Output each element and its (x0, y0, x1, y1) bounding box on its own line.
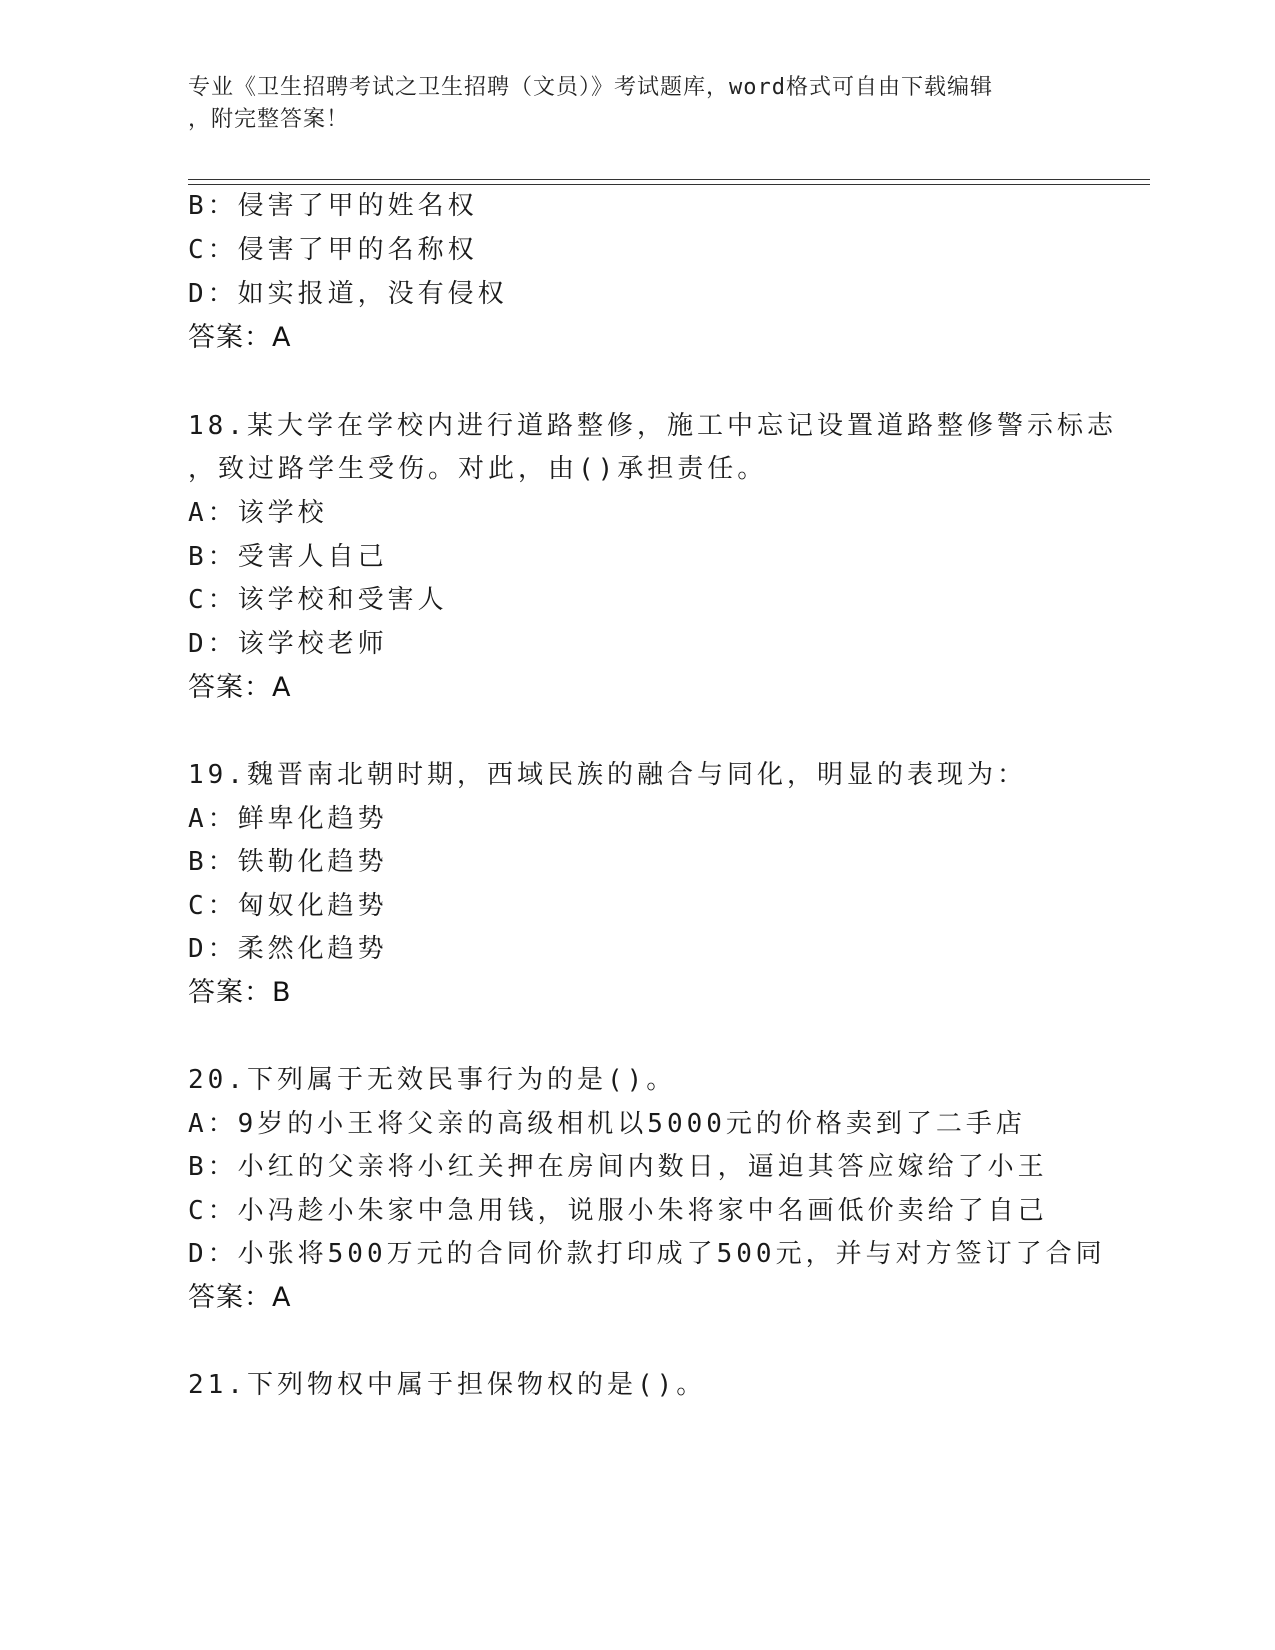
q20-stem-line-1: 20.下列属于无效民事行为的是()。 (188, 1065, 677, 1095)
header-line-1: 专业《卫生招聘考试之卫生招聘（文员）》考试题库，word格式可自由下载编辑 (188, 75, 993, 100)
q19-answer: 答案：B (188, 977, 292, 1008)
q19-option-a: A：鲜卑化趋势 (188, 804, 388, 834)
q18-option-d: D：该学校老师 (188, 629, 388, 659)
prev-option-c: C：侵害了甲的名称权 (188, 235, 478, 265)
q18-option-a: A：该学校 (188, 498, 328, 528)
header-divider-bottom (188, 184, 1150, 185)
q19-option-d: D：柔然化趋势 (188, 934, 388, 964)
q20-option-d: D：小张将500万元的合同价款打印成了500元，并与对方签订了合同 (188, 1239, 1106, 1269)
prev-option-d: D：如实报道，没有侵权 (188, 279, 508, 309)
q18-stem-line-1: 18.某大学在学校内进行道路整修，施工中忘记设置道路整修警示标志 (188, 411, 1117, 441)
header-line-2: ，附完整答案！ (188, 107, 350, 132)
q21-stem-line-1: 21.下列物权中属于担保物权的是()。 (188, 1370, 707, 1400)
q18-stem-line-2: ，致过路学生受伤。对此，由()承担责任。 (188, 454, 768, 484)
q20-option-b: B：小红的父亲将小红关押在房间内数日，逼迫其答应嫁给了小王 (188, 1152, 1048, 1182)
q20-answer: 答案：A (188, 1282, 292, 1313)
prev-option-b: B：侵害了甲的姓名权 (188, 191, 478, 221)
q19-stem-line-1: 19.魏晋南北朝时期，西域民族的融合与同化，明显的表现为： (188, 760, 1027, 790)
q19-option-b: B：铁勒化趋势 (188, 847, 388, 877)
q18-option-b: B：受害人自己 (188, 542, 388, 572)
q20-option-a: A：9岁的小王将父亲的高级相机以5000元的价格卖到了二手店 (188, 1109, 1026, 1139)
q18-answer: 答案：A (188, 672, 292, 703)
header-divider-top (188, 179, 1150, 180)
prev-answer: 答案：A (188, 322, 292, 353)
q19-option-c: C：匈奴化趋势 (188, 891, 388, 921)
document-header (188, 72, 1088, 136)
q20-option-c: C：小冯趁小朱家中急用钱，说服小朱将家中名画低价卖给了自己 (188, 1196, 1048, 1226)
q18-option-c: C：该学校和受害人 (188, 585, 448, 615)
